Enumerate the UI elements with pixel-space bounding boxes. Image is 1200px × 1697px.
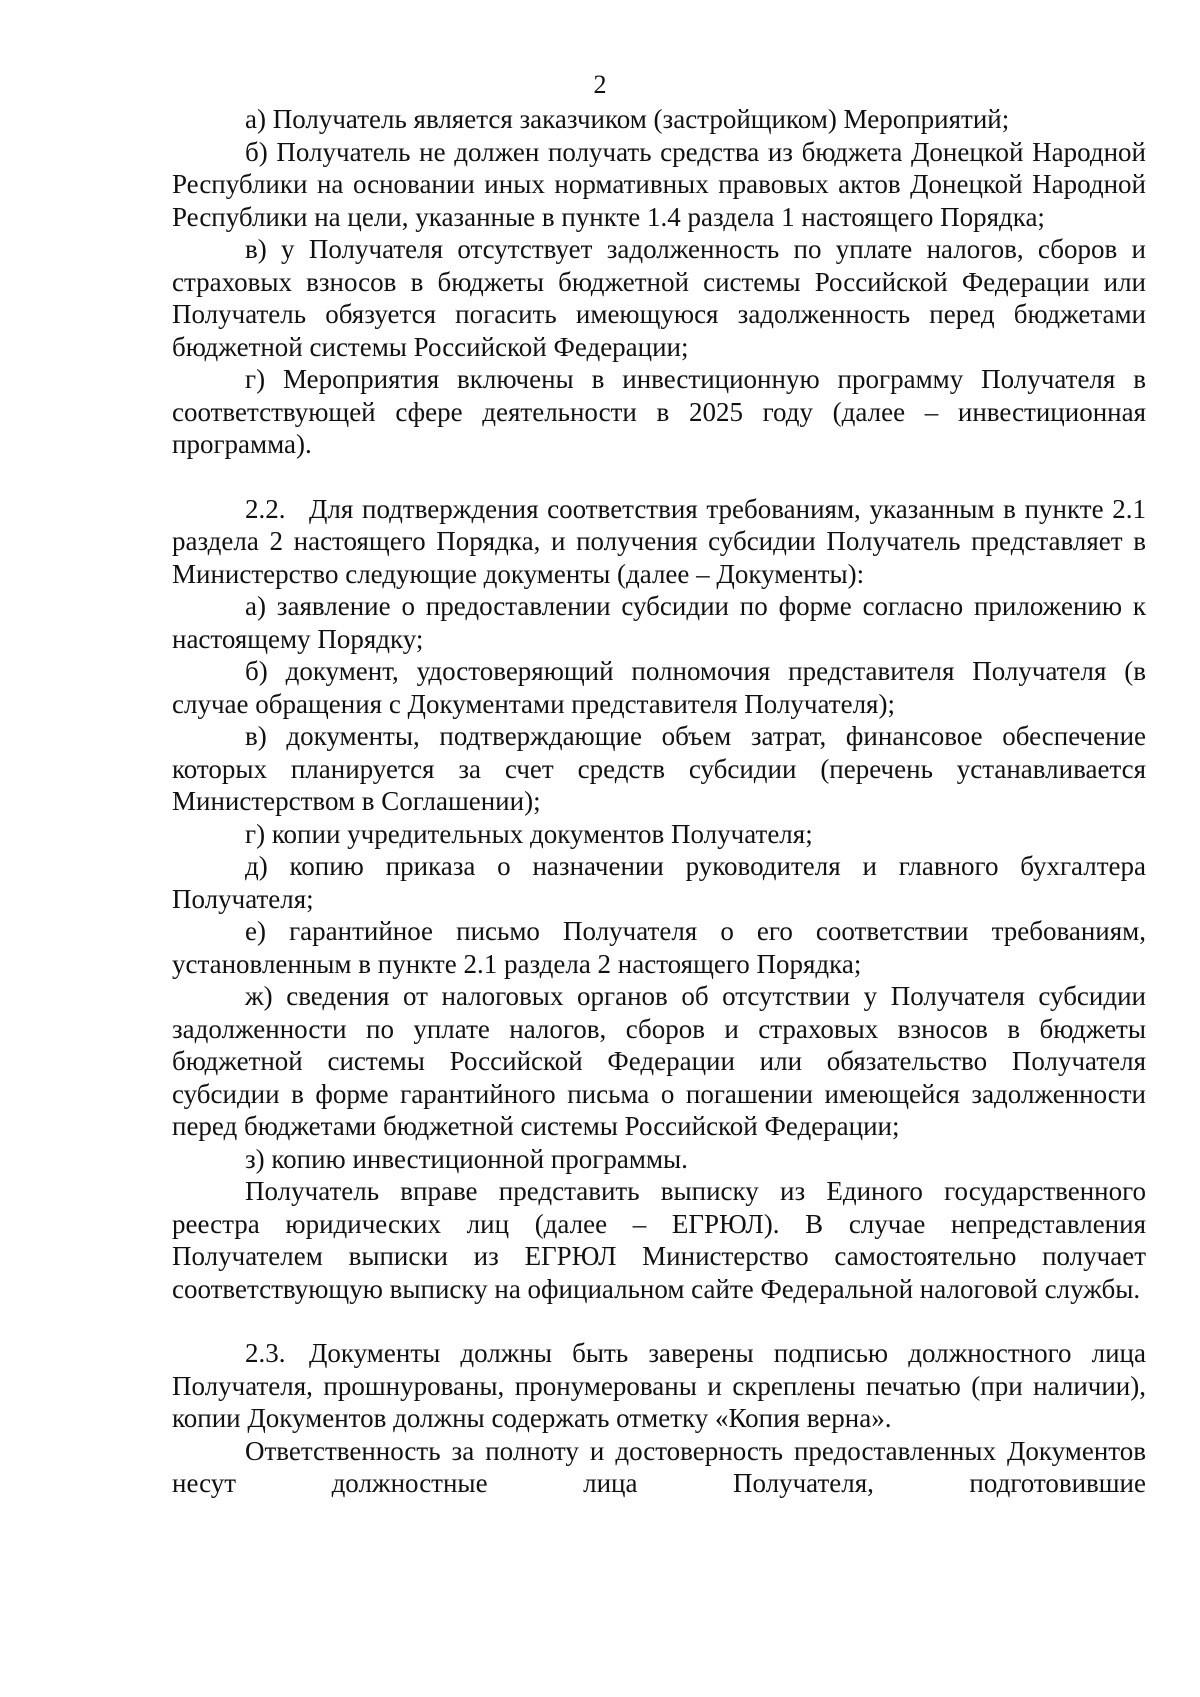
section-2-2-text: Для подтверждения соответствия требованиям, указанным в пункте 2.1 раздела 2 настоящего Порядка, и получения субсидии Получатель представляет в Министерство следующие документы (далее – Документы): bbox=[172, 493, 1146, 589]
paragraph-a-customer: а) Получатель является заказчиком (застройщиком) Мероприятий; bbox=[245, 104, 1010, 134]
section-number-2-3: 2.3. bbox=[245, 1338, 286, 1368]
doc-item-zh-tax-info: ж) сведения от налоговых органов об отсутствии у Получателя субсидии задолженности по уплате налогов, сборов и страховых взносов в бюджеты бюджетной системы Российской Федерации или обязательство Получателя субсидии в форме гарантийного письма о погашении имеющейся задолженности перед бюджетами бюджетной системы Российской Федерации; bbox=[172, 981, 1146, 1141]
section-number-2-2: 2.2. bbox=[245, 493, 286, 524]
page-number: 2 bbox=[593, 70, 607, 99]
doc-item-a-application: а) заявление о предоставлении субсидии по форме согласно приложению к настоящему Порядку; bbox=[172, 591, 1146, 654]
doc-item-v-costs: в) документы, подтверждающие объем затрат, финансовое обеспечение которых планируется за счет средств субсидии (перечень устанавливается Министерством в Соглашении); bbox=[172, 721, 1146, 816]
doc-item-e-guarantee: е) гарантийное письмо Получателя о его соответствии требованиям, установленным в пункте 2.1 раздела 2 настоящего Порядка; bbox=[172, 916, 1146, 979]
paragraph-g-investment-program: г) Мероприятия включены в инвестиционную программу Получателя в соответствующей сфере деятельности в 2025 году (далее – инвестиционная программа). bbox=[172, 364, 1146, 459]
section-2-3-text: Документы должны быть заверены подписью должностного лица Получателя, прошнурованы, пронумерованы и скреплены печатью (при наличии), копии Документов должны содержать отметку «Копия верна». bbox=[172, 1338, 1146, 1433]
section-2-2-paragraph bbox=[172, 493, 1146, 591]
paragraph-b-no-other-funding: б) Получатель не должен получать средства из бюджета Донецкой Народной Республики на основании иных нормативных правовых актов Донецкой Народной Республики на цели, указанные в пункте 1.4 раздела 1 настоящего Порядка; bbox=[172, 136, 1146, 232]
paragraph-v-no-tax-debt: в) у Получателя отсутствует задолженность по уплате налогов, сборов и страховых взносов в бюджеты бюджетной системы Российской Федерации или Получатель обязуется погасить имеющуюся задолженность перед бюджетами бюджетной системы Российской Федерации; bbox=[172, 234, 1146, 362]
paragraph-gap bbox=[172, 1305, 1146, 1337]
document-body bbox=[172, 103, 1146, 1500]
doc-item-g-charter: г) копии учредительных документов Получателя; bbox=[245, 818, 813, 849]
paragraph-gap bbox=[172, 461, 1146, 493]
egrul-paragraph: Получатель вправе представить выписку из Единого государственного реестра юридических лиц (далее – ЕГРЮЛ). В случае непредставления Получателем выписки из ЕГРЮЛ Министерство самостоятельно получает соответствующую выписку на официальном сайте Федеральной налоговой службы. bbox=[172, 1176, 1146, 1304]
doc-item-z-program-copy: з) копию инвестиционной программы. bbox=[245, 1143, 688, 1174]
doc-item-b-authority: б) документ, удостоверяющий полномочия представителя Получателя (в случае обращения с Документами представителя Получателя); bbox=[172, 656, 1146, 719]
doc-item-d-order: д) копию приказа о назначении руководителя и главного бухгалтера Получателя; bbox=[172, 851, 1146, 914]
section-2-3-paragraph bbox=[172, 1337, 1146, 1435]
responsibility-paragraph: Ответственность за полноту и достоверность предоставленных Документов несут должностные лица Получателя, подготовившие bbox=[172, 1435, 1146, 1498]
